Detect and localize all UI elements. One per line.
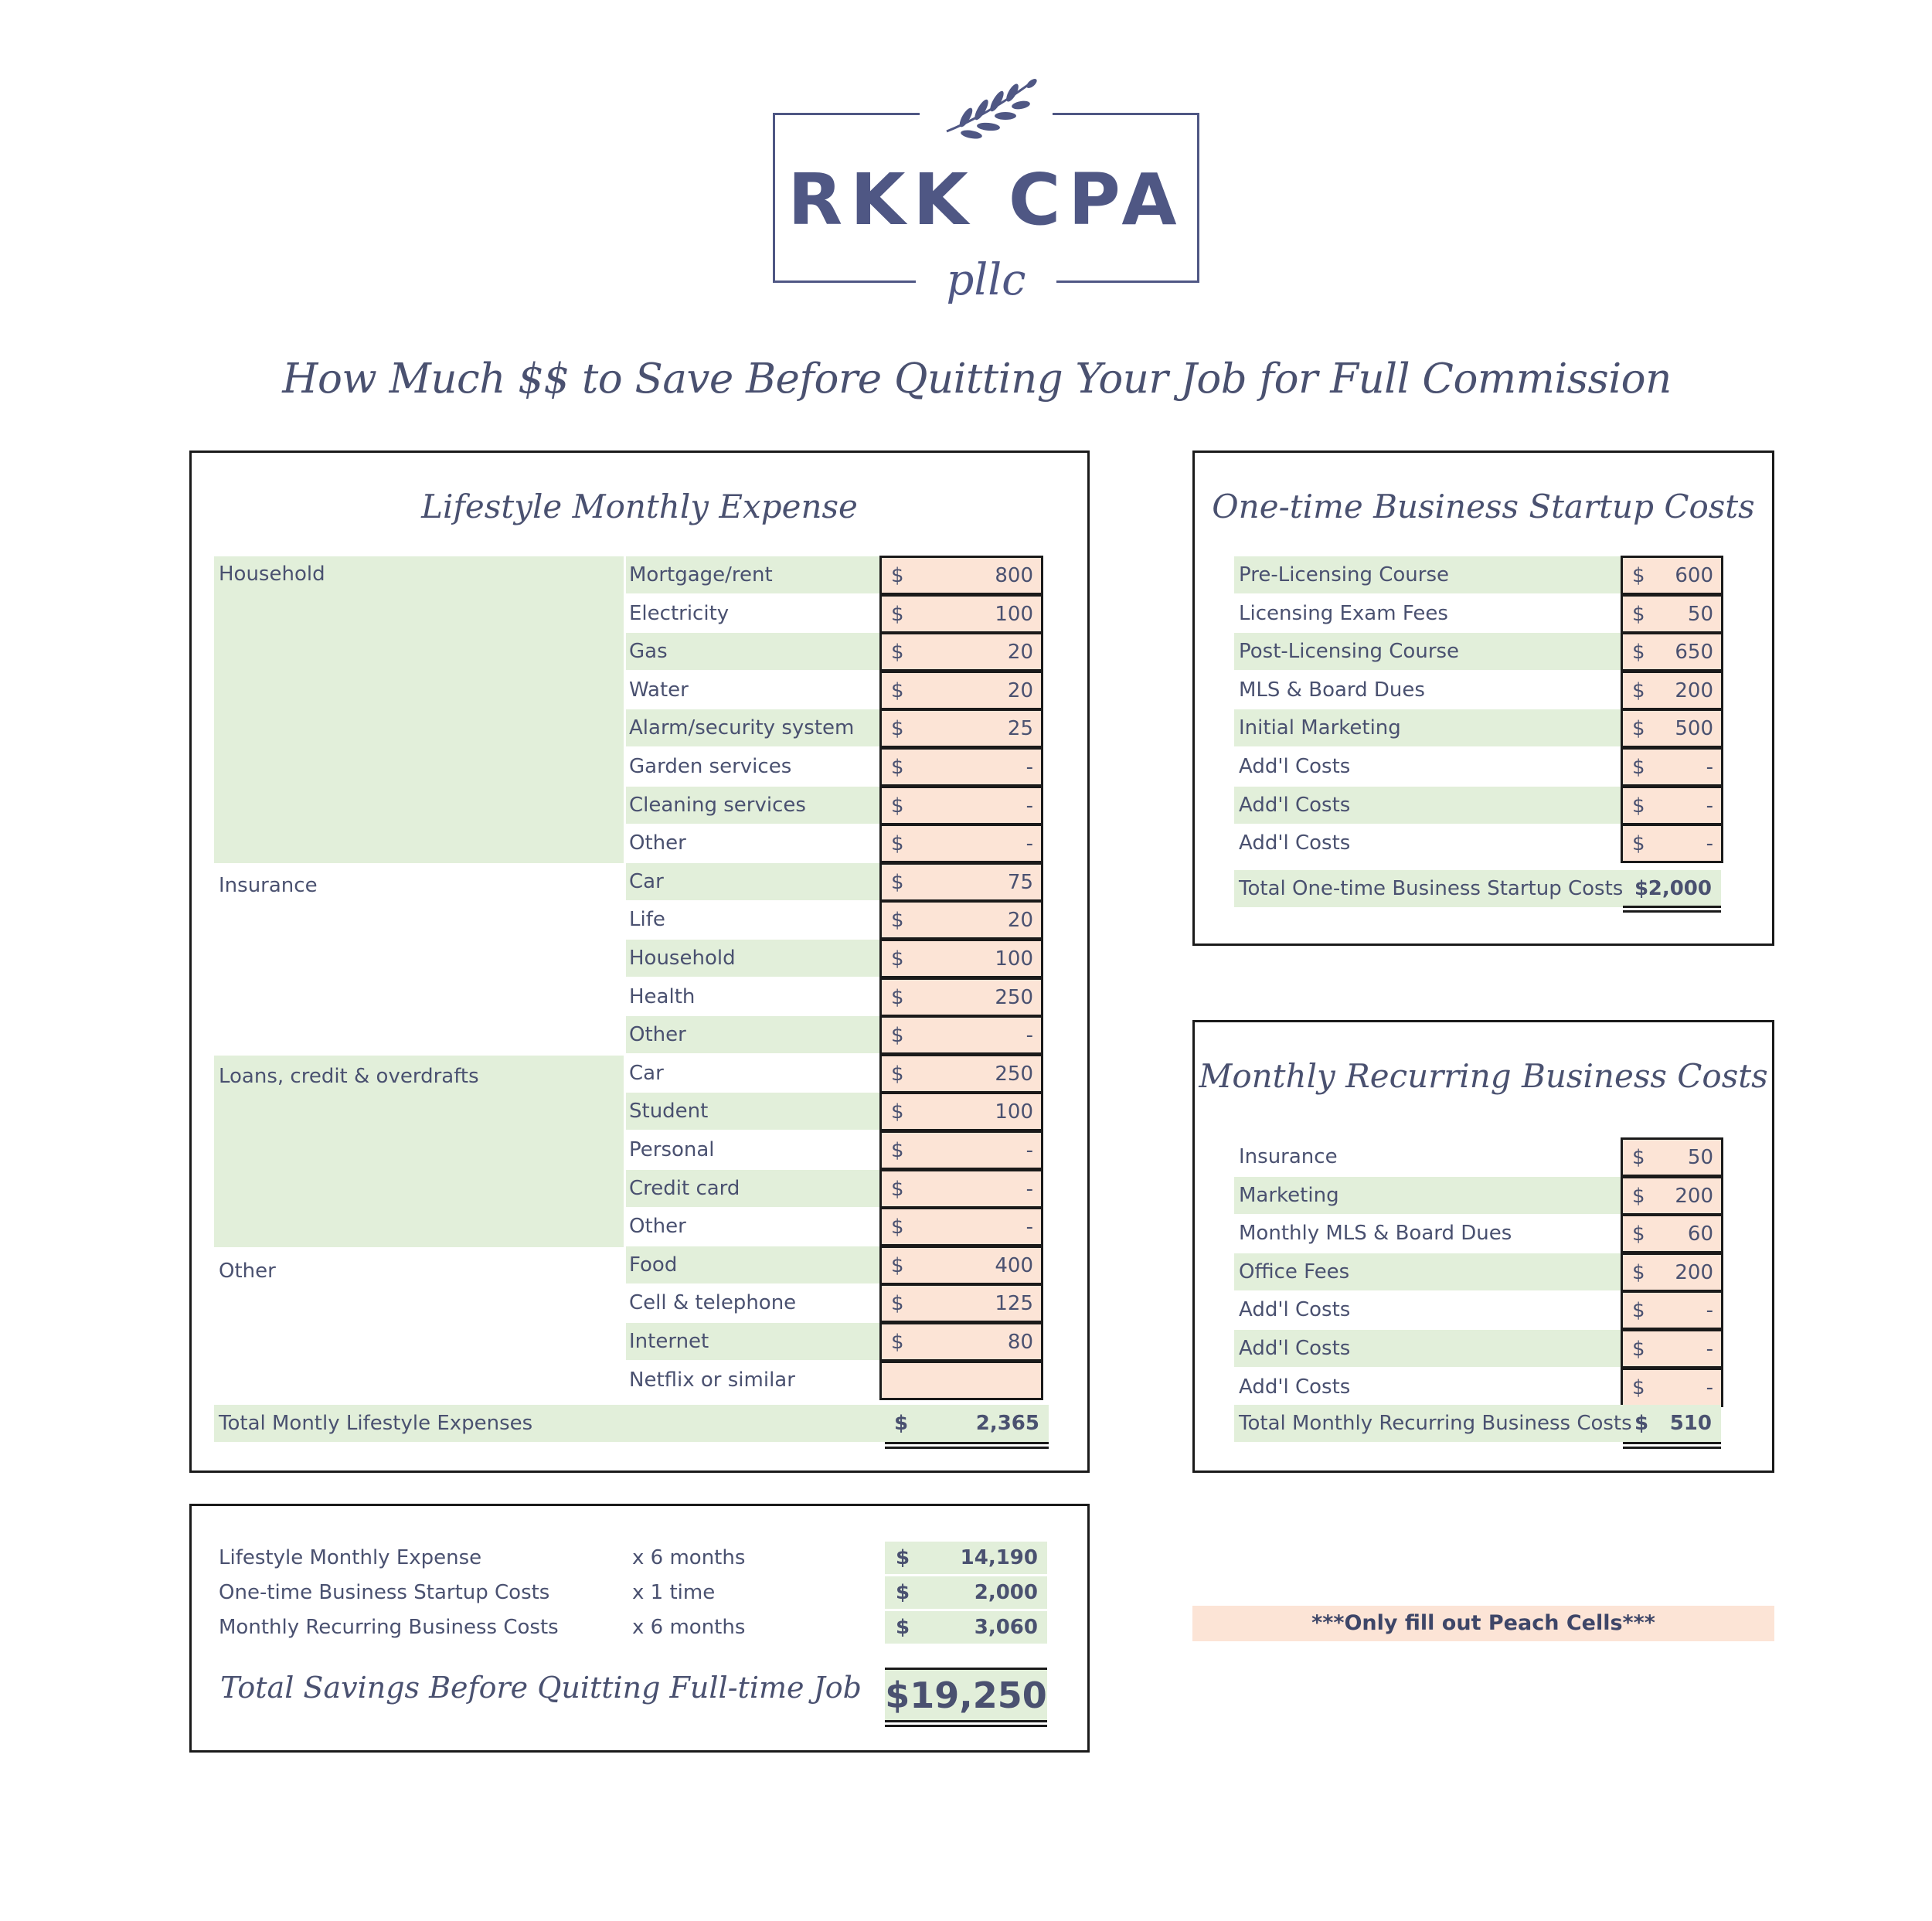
currency-symbol: $ xyxy=(891,1178,904,1201)
startup-total-row xyxy=(1234,870,1721,907)
recurring-item-row xyxy=(1234,1330,1621,1367)
currency-symbol: $ xyxy=(1632,832,1645,855)
lifestyle-amount-input[interactable] xyxy=(879,1015,1043,1055)
grand-total-underline xyxy=(885,1720,1047,1727)
lifestyle-amount-value: 100 xyxy=(995,1100,1033,1124)
summary-row-amount xyxy=(885,1611,1047,1644)
lifestyle-amount-input[interactable] xyxy=(879,1361,1043,1400)
lifestyle-item-row xyxy=(626,1170,881,1207)
startup-amount-input[interactable] xyxy=(1621,824,1723,863)
leaf-icon xyxy=(939,77,1039,155)
lifestyle-amount-value: - xyxy=(1026,794,1033,818)
lifestyle-amount-value: 100 xyxy=(995,947,1033,971)
startup-item-label: Post-Licensing Course xyxy=(1239,640,1460,663)
page-title: How Much $$ to Save Before Quitting Your Job for Full Commission xyxy=(282,355,1672,403)
currency-symbol: $ xyxy=(891,1292,904,1315)
currency-symbol: $ xyxy=(891,1024,904,1047)
lifestyle-item-label: Student xyxy=(629,1100,709,1123)
startup-amount-value: - xyxy=(1706,756,1713,779)
startup-amount-value: 50 xyxy=(1687,603,1713,626)
lifestyle-amount-value: 80 xyxy=(1007,1331,1033,1354)
lifestyle-item-label: Car xyxy=(629,1062,664,1085)
recurring-item-label: Monthly MLS & Board Dues xyxy=(1239,1222,1512,1245)
currency-symbol: $ xyxy=(1632,1185,1645,1208)
lifestyle-amount-value: - xyxy=(1026,832,1033,855)
startup-item-label: Pre-Licensing Course xyxy=(1239,563,1449,586)
currency-symbol: $ xyxy=(1632,794,1645,818)
lifestyle-amount-value: - xyxy=(1026,1139,1033,1162)
startup-item-label: Add'l Costs xyxy=(1239,794,1351,817)
lifestyle-amount-value: 25 xyxy=(1007,717,1033,740)
lifestyle-amount-value: 800 xyxy=(995,564,1033,587)
lifestyle-item-label: Mortgage/rent xyxy=(629,563,773,586)
lifestyle-amount-input[interactable] xyxy=(879,1246,1043,1285)
currency-symbol: $ xyxy=(1632,1222,1645,1246)
currency-symbol: $ xyxy=(1632,717,1645,740)
recurring-item-label: Insurance xyxy=(1239,1145,1338,1168)
startup-item-row xyxy=(1234,824,1621,862)
lifestyle-total-label: Total Montly Lifestyle Expenses xyxy=(219,1412,533,1435)
currency-symbol: $ xyxy=(891,947,904,971)
lifestyle-item-row xyxy=(626,1362,881,1399)
lifestyle-item-label: Health xyxy=(629,985,696,1008)
currency-symbol: $ xyxy=(1632,1338,1645,1361)
startup-item-label: Add'l Costs xyxy=(1239,755,1351,778)
recurring-amount-input[interactable] xyxy=(1621,1368,1723,1407)
startup-item-label: MLS & Board Dues xyxy=(1239,678,1425,702)
currency-symbol: $ xyxy=(891,871,904,894)
startup-amount-input[interactable] xyxy=(1621,632,1723,672)
logo-name: RKK CPA xyxy=(787,158,1185,241)
recurring-item-row xyxy=(1234,1253,1621,1290)
currency-symbol: $ xyxy=(1632,564,1645,587)
lifestyle-item-label: Credit card xyxy=(629,1177,740,1200)
currency-symbol: $ xyxy=(891,603,904,626)
lifestyle-item-label: Other xyxy=(629,1215,686,1238)
lifestyle-amount-input[interactable] xyxy=(879,786,1043,825)
lifestyle-item-label: Internet xyxy=(629,1330,709,1353)
summary-row-value: 14,190 xyxy=(960,1546,1038,1569)
category-loans: Loans, credit & overdrafts xyxy=(219,1065,479,1088)
currency-symbol: $ xyxy=(891,641,904,664)
lifestyle-item-label: Gas xyxy=(629,640,668,663)
lifestyle-amount-input[interactable] xyxy=(879,978,1043,1017)
summary-row-label: Monthly Recurring Business Costs xyxy=(219,1616,559,1639)
category-other: Other xyxy=(219,1260,276,1283)
startup-item-row xyxy=(1234,709,1621,746)
startup-amount-value: - xyxy=(1706,832,1713,855)
lifestyle-item-label: Household xyxy=(629,947,736,970)
currency-symbol: $ xyxy=(891,1100,904,1124)
startup-amount-input[interactable] xyxy=(1621,556,1723,595)
lifestyle-item-row xyxy=(626,824,881,862)
currency-symbol: $ xyxy=(891,1062,904,1086)
recurring-item-label: Add'l Costs xyxy=(1239,1298,1351,1321)
startup-amount-value: 600 xyxy=(1675,564,1713,587)
lifestyle-item-row xyxy=(626,1093,881,1130)
startup-amount-input[interactable] xyxy=(1621,594,1723,634)
startup-amount-input[interactable] xyxy=(1621,709,1723,748)
lifestyle-amount-input[interactable] xyxy=(879,939,1043,978)
recurring-amount-value: - xyxy=(1706,1299,1713,1322)
lifestyle-amount-value: 100 xyxy=(995,603,1033,626)
startup-amount-input[interactable] xyxy=(1621,671,1723,710)
lifestyle-item-row xyxy=(626,748,881,785)
currency-symbol: $ xyxy=(891,717,904,740)
household-category-block xyxy=(214,556,624,863)
recurring-amount-value: - xyxy=(1706,1376,1713,1399)
lifestyle-item-label: Water xyxy=(629,678,689,702)
lifestyle-amount-value: 20 xyxy=(1007,679,1033,702)
startup-item-row xyxy=(1234,633,1621,670)
lifestyle-item-row xyxy=(626,863,881,900)
lifestyle-item-label: Car xyxy=(629,870,664,893)
lifestyle-item-row xyxy=(626,709,881,746)
lifestyle-item-row xyxy=(626,1323,881,1360)
startup-total-underline xyxy=(1623,906,1721,913)
lifestyle-item-row xyxy=(626,940,881,977)
recurring-total-value: 510 xyxy=(1669,1412,1712,1435)
recurring-total-currency: $ xyxy=(1634,1412,1649,1435)
recurring-amount-input[interactable] xyxy=(1621,1214,1723,1253)
currency-symbol: $ xyxy=(891,794,904,818)
lifestyle-item-label: Electricity xyxy=(629,602,730,625)
recurring-amount-input[interactable] xyxy=(1621,1290,1723,1330)
startup-amount-input[interactable] xyxy=(1621,786,1723,825)
lifestyle-total-underline xyxy=(885,1442,1049,1449)
summary-row-amount xyxy=(885,1576,1047,1609)
lifestyle-amount-input[interactable] xyxy=(879,1169,1043,1209)
lifestyle-item-label: Cell & telephone xyxy=(629,1291,797,1314)
currency-symbol: $ xyxy=(1632,679,1645,702)
lifestyle-title: Lifestyle Monthly Expense xyxy=(421,488,858,525)
currency-symbol: $ xyxy=(1632,1376,1645,1399)
lifestyle-total-row xyxy=(214,1405,1049,1442)
grand-total-value: $19,250 xyxy=(885,1674,1047,1716)
lifestyle-item-row xyxy=(626,672,881,709)
summary-row-label: Lifestyle Monthly Expense xyxy=(219,1546,482,1569)
lifestyle-item-row xyxy=(626,556,881,593)
lifestyle-item-label: Garden services xyxy=(629,755,792,778)
currency-symbol: $ xyxy=(1632,1146,1645,1169)
startup-item-row xyxy=(1234,595,1621,632)
currency-symbol: $ xyxy=(891,1331,904,1354)
startup-item-row xyxy=(1234,556,1621,593)
startup-item-row xyxy=(1234,748,1621,785)
summary-row-value: 3,060 xyxy=(974,1616,1038,1639)
currency-symbol: $ xyxy=(891,756,904,779)
lifestyle-item-row xyxy=(626,978,881,1015)
logo-subtitle: pllc xyxy=(946,255,1026,305)
lifestyle-amount-value: - xyxy=(1026,1216,1033,1239)
currency-symbol: $ xyxy=(1632,756,1645,779)
recurring-item-label: Add'l Costs xyxy=(1239,1337,1351,1360)
recurring-total-row xyxy=(1234,1405,1721,1442)
recurring-item-row xyxy=(1234,1215,1621,1252)
recurring-amount-input[interactable] xyxy=(1621,1329,1723,1368)
lifestyle-amount-value: - xyxy=(1026,756,1033,779)
lifestyle-amount-value: 20 xyxy=(1007,909,1033,932)
startup-total-value: 2,000 xyxy=(1648,877,1712,900)
lifestyle-item-label: Life xyxy=(629,908,665,931)
lifestyle-amount-value: 20 xyxy=(1007,641,1033,664)
grand-total-label: Total Savings Before Quitting Full-time Job xyxy=(220,1671,862,1705)
peach-cells-note: ***Only fill out Peach Cells*** xyxy=(1192,1606,1774,1641)
recurring-item-label: Marketing xyxy=(1239,1184,1339,1207)
lifestyle-item-row xyxy=(626,1131,881,1168)
lifestyle-item-label: Netflix or similar xyxy=(629,1368,795,1392)
lifestyle-item-row xyxy=(626,787,881,824)
startup-item-label: Add'l Costs xyxy=(1239,831,1351,855)
lifestyle-item-label: Other xyxy=(629,1023,686,1046)
lifestyle-item-label: Food xyxy=(629,1253,678,1277)
recurring-amount-value: 200 xyxy=(1675,1185,1713,1208)
lifestyle-item-row xyxy=(626,595,881,632)
lifestyle-amount-value: 250 xyxy=(995,1062,1033,1086)
lifestyle-amount-value: - xyxy=(1026,1024,1033,1047)
category-insurance: Insurance xyxy=(219,874,318,897)
recurring-amount-value: 200 xyxy=(1675,1261,1713,1284)
currency-symbol: $ xyxy=(891,986,904,1009)
recurring-total-label: Total Monthly Recurring Business Costs xyxy=(1239,1412,1632,1435)
summary-row-multiplier: x 6 months xyxy=(632,1616,746,1639)
startup-item-label: Initial Marketing xyxy=(1239,716,1401,740)
lifestyle-amount-input[interactable] xyxy=(879,632,1043,672)
summary-row-amount xyxy=(885,1542,1047,1574)
currency-symbol: $ xyxy=(896,1546,910,1569)
lifestyle-item-label: Cleaning services xyxy=(629,794,806,817)
lifestyle-amount-input[interactable] xyxy=(879,1207,1043,1246)
recurring-amount-value: 60 xyxy=(1687,1222,1713,1246)
lifestyle-item-row xyxy=(626,1246,881,1284)
lifestyle-item-row xyxy=(626,901,881,938)
startup-amount-value: - xyxy=(1706,794,1713,818)
lifestyle-amount-input[interactable] xyxy=(879,1092,1043,1131)
lifestyle-item-row xyxy=(626,633,881,670)
lifestyle-total-value: 2,365 xyxy=(975,1412,1039,1435)
grand-total-cell xyxy=(885,1668,1047,1721)
category-household: Household xyxy=(219,563,325,586)
lifestyle-amount-value: - xyxy=(1026,1178,1033,1201)
lifestyle-amount-input[interactable] xyxy=(879,1054,1043,1093)
lifestyle-total-currency: $ xyxy=(894,1412,909,1435)
lifestyle-amount-input[interactable] xyxy=(879,1284,1043,1323)
lifestyle-amount-input[interactable] xyxy=(879,824,1043,863)
currency-symbol: $ xyxy=(1632,1299,1645,1322)
lifestyle-amount-input[interactable] xyxy=(879,1130,1043,1170)
currency-symbol: $ xyxy=(891,1216,904,1239)
recurring-item-row xyxy=(1234,1177,1621,1214)
lifestyle-amount-input[interactable] xyxy=(879,594,1043,634)
startup-amount-value: 500 xyxy=(1675,717,1713,740)
recurring-amount-input[interactable] xyxy=(1621,1253,1723,1292)
recurring-amount-input[interactable] xyxy=(1621,1137,1723,1177)
currency-symbol: $ xyxy=(1632,603,1645,626)
currency-symbol: $ xyxy=(896,1581,910,1604)
recurring-item-label: Office Fees xyxy=(1239,1260,1350,1284)
lifestyle-amount-value: 400 xyxy=(995,1254,1033,1277)
lifestyle-item-row xyxy=(626,1016,881,1053)
currency-symbol: $ xyxy=(891,1254,904,1277)
lifestyle-item-label: Personal xyxy=(629,1138,715,1161)
startup-amount-value: 650 xyxy=(1675,641,1713,664)
lifestyle-amount-input[interactable] xyxy=(879,747,1043,787)
recurring-item-row xyxy=(1234,1368,1621,1406)
currency-symbol: $ xyxy=(1632,1261,1645,1284)
lifestyle-amount-input[interactable] xyxy=(879,1322,1043,1362)
recurring-title: Monthly Recurring Business Costs xyxy=(1199,1057,1768,1095)
summary-row-multiplier: x 1 time xyxy=(632,1581,716,1604)
currency-symbol: $ xyxy=(896,1616,910,1639)
lifestyle-item-row xyxy=(626,1208,881,1245)
lifestyle-amount-value: 125 xyxy=(995,1292,1033,1315)
lifestyle-amount-value: 250 xyxy=(995,986,1033,1009)
lifestyle-amount-input[interactable] xyxy=(879,709,1043,748)
summary-row-label: One-time Business Startup Costs xyxy=(219,1581,550,1604)
recurring-item-row xyxy=(1234,1138,1621,1175)
startup-item-row xyxy=(1234,672,1621,709)
currency-symbol: $ xyxy=(891,1139,904,1162)
lifestyle-amount-input[interactable] xyxy=(879,862,1043,902)
lifestyle-amount-value: 75 xyxy=(1007,871,1033,894)
recurring-item-label: Add'l Costs xyxy=(1239,1375,1351,1399)
recurring-amount-value: - xyxy=(1706,1338,1713,1361)
currency-symbol: $ xyxy=(891,832,904,855)
lifestyle-amount-input[interactable] xyxy=(879,671,1043,710)
lifestyle-item-row xyxy=(626,1055,881,1092)
recurring-total-underline xyxy=(1623,1442,1721,1449)
startup-item-row xyxy=(1234,787,1621,824)
currency-symbol: $ xyxy=(1632,641,1645,664)
recurring-amount-value: 50 xyxy=(1687,1146,1713,1169)
lifestyle-item-label: Other xyxy=(629,831,686,855)
lifestyle-amount-input[interactable] xyxy=(879,556,1043,595)
lifestyle-item-label: Alarm/security system xyxy=(629,716,855,740)
lifestyle-item-row xyxy=(626,1284,881,1321)
summary-row-multiplier: x 6 months xyxy=(632,1546,746,1569)
lifestyle-amount-input[interactable] xyxy=(879,900,1043,940)
startup-item-label: Licensing Exam Fees xyxy=(1239,602,1448,625)
recurring-item-row xyxy=(1234,1291,1621,1328)
recurring-amount-input[interactable] xyxy=(1621,1176,1723,1216)
startup-total-label: Total One-time Business Startup Costs xyxy=(1239,877,1624,900)
startup-amount-input[interactable] xyxy=(1621,747,1723,787)
currency-symbol: $ xyxy=(891,679,904,702)
summary-row-value: 2,000 xyxy=(974,1581,1038,1604)
currency-symbol: $ xyxy=(891,909,904,932)
currency-symbol: $ xyxy=(891,564,904,587)
startup-amount-value: 200 xyxy=(1675,679,1713,702)
startup-total-currency: $ xyxy=(1634,877,1649,900)
startup-title: One-time Business Startup Costs xyxy=(1212,488,1755,525)
